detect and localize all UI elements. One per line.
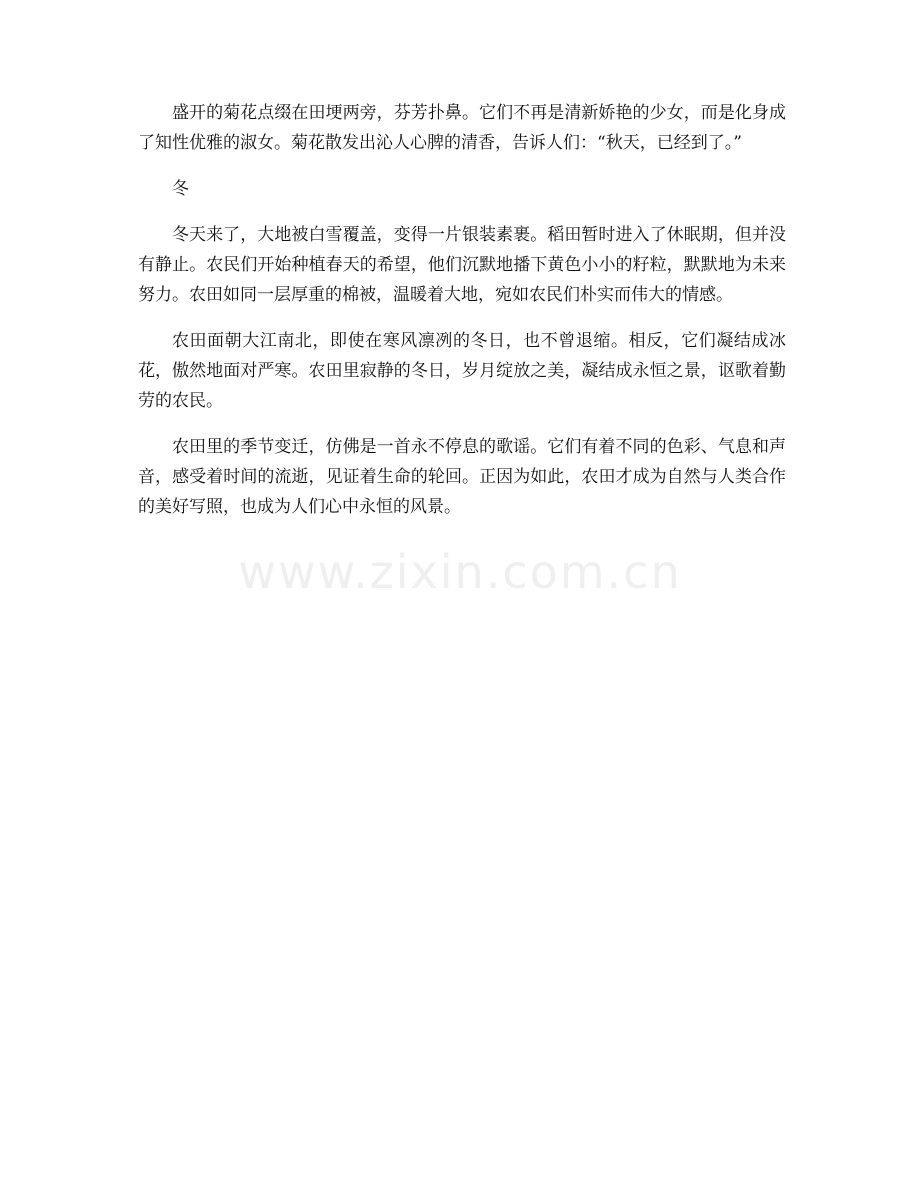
- paragraph-winter-fields: 农田面朝大江南北，即使在寒风凛冽的冬日，也不曾退缩。相反，它们凝结成冰花，傲然地面对严寒。农田里寂静的冬日，岁月绽放之美，凝结成永恒之景，讴歌着勤劳的农民。: [138, 331, 786, 411]
- document-body: [138, 98, 786, 538]
- section-heading-winter: 冬: [172, 179, 189, 199]
- watermark: www.zixin.com.cn: [238, 545, 682, 599]
- paragraph-winter-snow: 冬天来了，大地被白雪覆盖，变得一片银装素裹。稻田暂时进入了休眠期，但并没有静止。农民们开始种植春天的希望，他们沉默地播下黄色小小的籽粒，默默地为未来努力。农田如同一层厚重的棉被，温暖着大地，宛如农民们朴实而伟大的情感。: [138, 225, 786, 305]
- paragraph-autumn-chrysanthemum: 盛开的菊花点缀在田埂两旁，芬芳扑鼻。它们不再是清新娇艳的少女，而是化身成了知性优雅的淑女。菊花散发出沁人心脾的清香，告诉人们：“秋天，已经到了。”: [138, 103, 786, 153]
- paragraph-seasons-conclusion: 农田里的季节变迁，仿佛是一首永不停息的歌谣。它们有着不同的色彩、气息和声音，感受着时间的流逝，见证着生命的轮回。正因为如此，农田才成为自然与人类合作的美好写照，也成为人们心中永恒的风景。: [138, 437, 786, 517]
